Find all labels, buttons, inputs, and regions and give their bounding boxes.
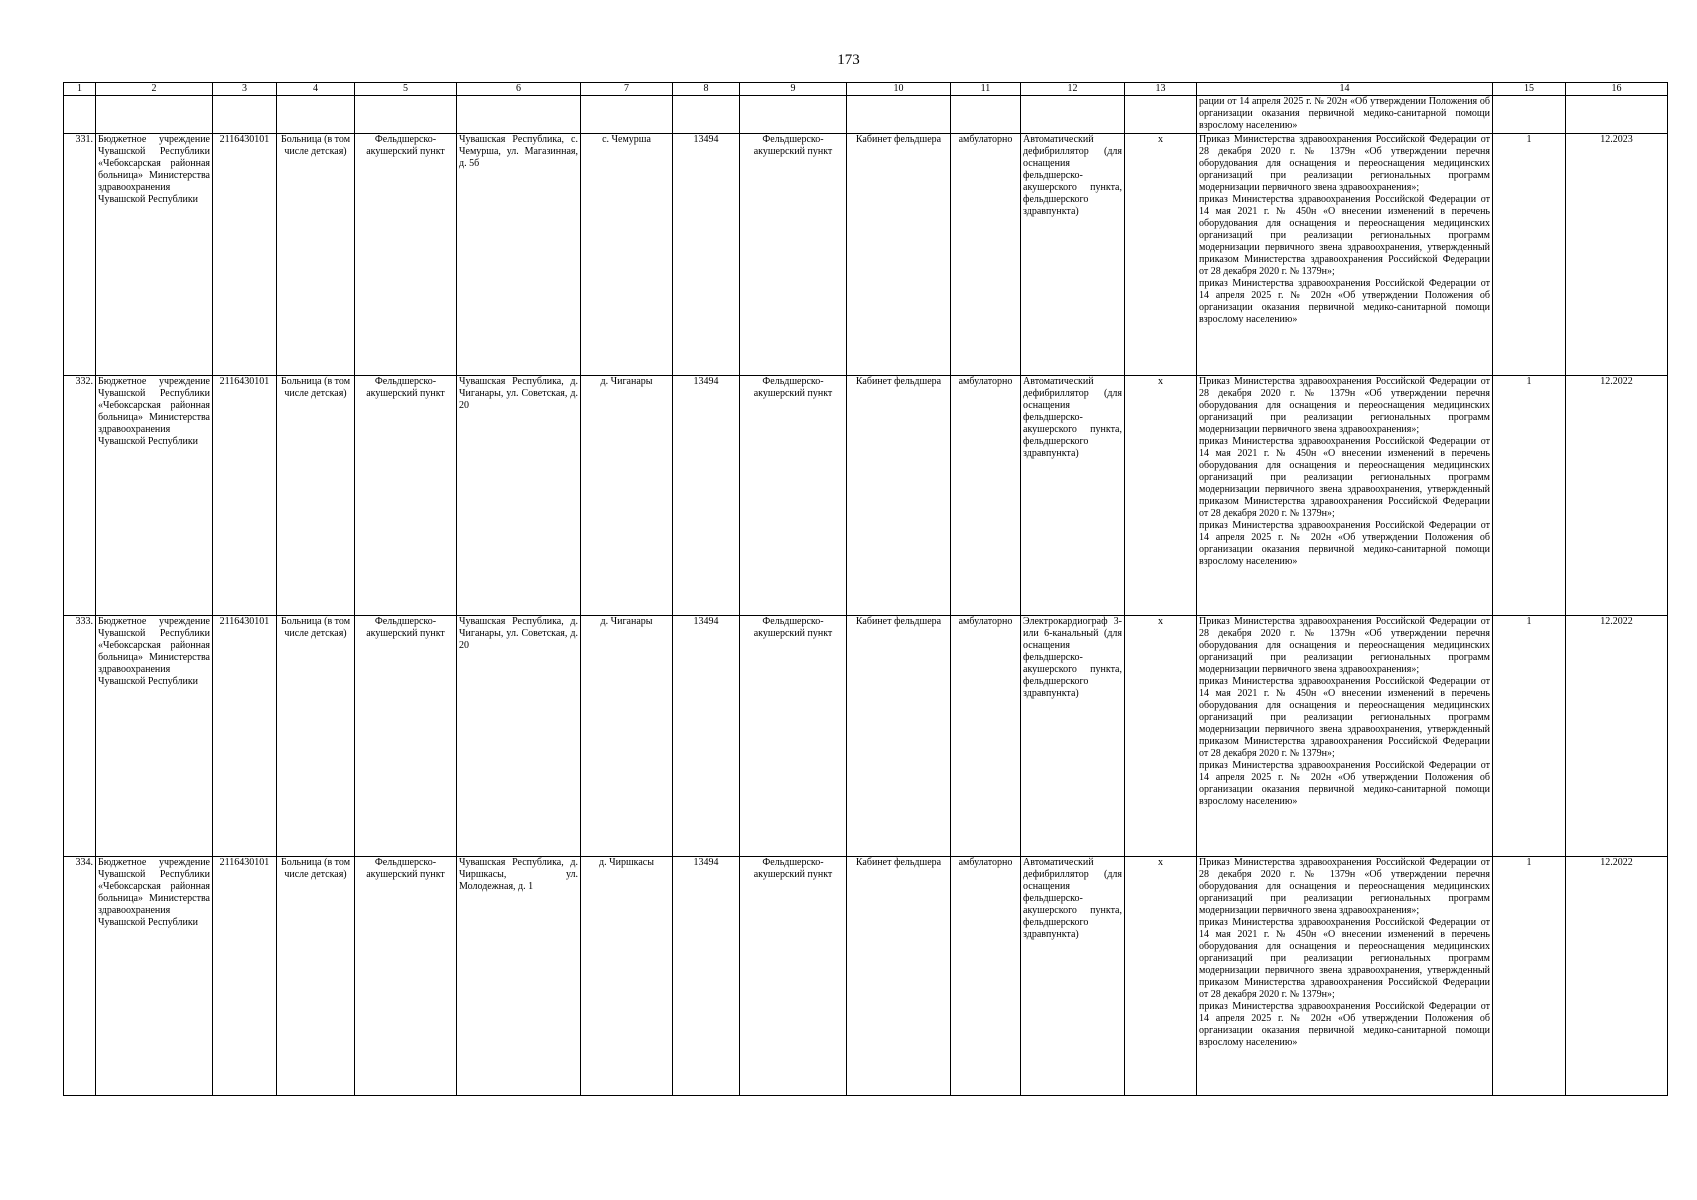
col-13-mark: х <box>1125 134 1197 376</box>
basis-paragraph: приказ Министерства здравоохранения Российской Федерации от 14 мая 2021 г. № 450н «О внесении изменений в перечень оборудования для оснащения и переоснащения медицинских организаций при реализации региональных программ модернизации первичного звена здравоохранения, утвержденный приказом Министерства здравоохранения Российской Федерации от 28 декабря 2020 г. № 1379н»; <box>1199 194 1490 277</box>
care-conditions: амбулаторно <box>951 616 1021 857</box>
column-number: 1 <box>64 83 96 96</box>
code-8: 13494 <box>673 857 740 1096</box>
code-8: 13494 <box>673 376 740 616</box>
column-number: 6 <box>457 83 581 96</box>
date: 12.2022 <box>1566 376 1668 616</box>
column-number: 8 <box>673 83 740 96</box>
locality: д. Чиршкасы <box>581 857 673 1096</box>
room-name: Кабинет фельдшера <box>847 857 951 1096</box>
column-number: 9 <box>740 83 847 96</box>
organization-code: 2116430101 <box>213 134 277 376</box>
equipment-name: Автоматический дефибриллятор (для оснащения фельдшерско-акушерского пункта, фельдшерского здравпункта) <box>1021 376 1125 616</box>
organization-name: Бюджетное учреждение Чувашской Республики «Чебоксарская районная больница» Министерства здравоохранения Чувашской Республики <box>96 134 213 376</box>
organization-name: Бюджетное учреждение Чувашской Республики «Чебоксарская районная больница» Министерства здравоохранения Чувашской Республики <box>96 616 213 857</box>
basis-paragraph: приказ Министерства здравоохранения Российской Федерации от 14 мая 2021 г. № 450н «О внесении изменений в перечень оборудования для оснащения и переоснащения медицинских организаций при реализации региональных программ модернизации первичного звена здравоохранения, утвержденный приказом Министерства здравоохранения Российской Федерации от 28 декабря 2020 г. № 1379н»; <box>1199 436 1490 519</box>
column-number: 4 <box>277 83 355 96</box>
room-name: Кабинет фельдшера <box>847 616 951 857</box>
care-conditions: амбулаторно <box>951 134 1021 376</box>
basis-paragraph: приказ Министерства здравоохранения Российской Федерации от 14 апреля 2025 г. № 202н «Об утверждении Положения об организации оказания первичной медико-санитарной помощи взрослому населению» <box>1199 278 1490 325</box>
structural-unit: Фельдшерско-акушерский пункт <box>355 616 457 857</box>
quantity: 1 <box>1493 376 1566 616</box>
table-row <box>64 376 1668 616</box>
equipment-name: Автоматический дефибриллятор (для оснащения фельдшерско-акушерского пункта, фельдшерского здравпункта) <box>1021 134 1125 376</box>
table-row <box>64 134 1668 376</box>
basis-paragraph: Приказ Министерства здравоохранения Российской Федерации от 28 декабря 2020 г. № 1379н «Об утверждении перечня оборудования для оснащения и переоснащения медицинских организаций при реализации региональных программ модернизации первичного звена здравоохранения»; <box>1199 376 1490 435</box>
column-number: 14 <box>1197 83 1493 96</box>
code-8: 13494 <box>673 134 740 376</box>
row-number: 332. <box>64 376 96 616</box>
address: Чувашская Республика, д. Чиганары, ул. Советская, д. 20 <box>457 616 581 857</box>
column-number-row <box>64 83 1668 96</box>
row-number: 334. <box>64 857 96 1096</box>
legal-basis <box>1197 376 1493 616</box>
date: 12.2022 <box>1566 616 1668 857</box>
date: 12.2022 <box>1566 857 1668 1096</box>
basis-paragraph: приказ Министерства здравоохранения Российской Федерации от 14 мая 2021 г. № 450н «О внесении изменений в перечень оборудования для оснащения и переоснащения медицинских организаций при реализации региональных программ модернизации первичного звена здравоохранения, утвержденный приказом Министерства здравоохранения Российской Федерации от 28 декабря 2020 г. № 1379н»; <box>1199 676 1490 759</box>
address: Чувашская Республика, д. Чиганары, ул. Советская, д. 20 <box>457 376 581 616</box>
organization-code: 2116430101 <box>213 376 277 616</box>
basis-paragraph: Приказ Министерства здравоохранения Российской Федерации от 28 декабря 2020 г. № 1379н «Об утверждении перечня оборудования для оснащения и переоснащения медицинских организаций при реализации региональных программ модернизации первичного звена здравоохранения»; <box>1199 134 1490 193</box>
column-number: 10 <box>847 83 951 96</box>
unit-type: Фельдшерско-акушерский пункт <box>740 376 847 616</box>
code-8: 13494 <box>673 616 740 857</box>
column-number: 16 <box>1566 83 1668 96</box>
continuation-basis: рации от 14 апреля 2025 г. № 202н «Об утверждении Положения об организации оказания первичной медико-санитарной помощи взрослому населению» <box>1197 96 1493 134</box>
equipment-name: Электрокардиограф 3- или 6-канальный (для оснащения фельдшерско-акушерского пункта, фельдшерского здравпункта) <box>1021 616 1125 857</box>
basis-paragraph: приказ Министерства здравоохранения Российской Федерации от 14 мая 2021 г. № 450н «О внесении изменений в перечень оборудования для оснащения и переоснащения медицинских организаций при реализации региональных программ модернизации первичного звена здравоохранения, утвержденный приказом Министерства здравоохранения Российской Федерации от 28 декабря 2020 г. № 1379н»; <box>1199 917 1490 1000</box>
column-number: 5 <box>355 83 457 96</box>
row-number: 331. <box>64 134 96 376</box>
care-conditions: амбулаторно <box>951 376 1021 616</box>
organization-name: Бюджетное учреждение Чувашской Республики «Чебоксарская районная больница» Министерства здравоохранения Чувашской Республики <box>96 857 213 1096</box>
care-conditions: амбулаторно <box>951 857 1021 1096</box>
col-13-mark: х <box>1125 376 1197 616</box>
equipment-name: Автоматический дефибриллятор (для оснащения фельдшерско-акушерского пункта, фельдшерского здравпункта) <box>1021 857 1125 1096</box>
locality: д. Чиганары <box>581 616 673 857</box>
organization-type: Больница (в том числе детская) <box>277 376 355 616</box>
locality: д. Чиганары <box>581 376 673 616</box>
address: Чувашская Республика, с. Чемурша, ул. Магазинная, д. 5б <box>457 134 581 376</box>
organization-type: Больница (в том числе детская) <box>277 134 355 376</box>
column-number: 3 <box>213 83 277 96</box>
quantity: 1 <box>1493 616 1566 857</box>
column-number: 13 <box>1125 83 1197 96</box>
structural-unit: Фельдшерско-акушерский пункт <box>355 857 457 1096</box>
unit-type: Фельдшерско-акушерский пункт <box>740 616 847 857</box>
organization-code: 2116430101 <box>213 616 277 857</box>
quantity: 1 <box>1493 857 1566 1096</box>
basis-paragraph: приказ Министерства здравоохранения Российской Федерации от 14 апреля 2025 г. № 202н «Об утверждении Положения об организации оказания первичной медико-санитарной помощи взрослому населению» <box>1199 520 1490 567</box>
equipment-registry-table <box>63 82 1668 1096</box>
legal-basis <box>1197 616 1493 857</box>
basis-paragraph: приказ Министерства здравоохранения Российской Федерации от 14 апреля 2025 г. № 202н «Об утверждении Положения об организации оказания первичной медико-санитарной помощи взрослому населению» <box>1199 1001 1490 1048</box>
organization-name: Бюджетное учреждение Чувашской Республики «Чебоксарская районная больница» Министерства здравоохранения Чувашской Республики <box>96 376 213 616</box>
structural-unit: Фельдшерско-акушерский пункт <box>355 134 457 376</box>
room-name: Кабинет фельдшера <box>847 134 951 376</box>
unit-type: Фельдшерско-акушерский пункт <box>740 857 847 1096</box>
organization-type: Больница (в том числе детская) <box>277 616 355 857</box>
address: Чувашская Республика, д. Чиршкасы, ул. Молодежная, д. 1 <box>457 857 581 1096</box>
table-row <box>64 857 1668 1096</box>
row-number: 333. <box>64 616 96 857</box>
legal-basis <box>1197 857 1493 1096</box>
table-row <box>64 616 1668 857</box>
quantity: 1 <box>1493 134 1566 376</box>
unit-type: Фельдшерско-акушерский пункт <box>740 134 847 376</box>
basis-paragraph: Приказ Министерства здравоохранения Российской Федерации от 28 декабря 2020 г. № 1379н «Об утверждении перечня оборудования для оснащения и переоснащения медицинских организаций при реализации региональных программ модернизации первичного звена здравоохранения»; <box>1199 616 1490 675</box>
room-name: Кабинет фельдшера <box>847 376 951 616</box>
structural-unit: Фельдшерско-акушерский пункт <box>355 376 457 616</box>
locality: с. Чемурша <box>581 134 673 376</box>
column-number: 11 <box>951 83 1021 96</box>
organization-code: 2116430101 <box>213 857 277 1096</box>
basis-paragraph: Приказ Министерства здравоохранения Российской Федерации от 28 декабря 2020 г. № 1379н «Об утверждении перечня оборудования для оснащения и переоснащения медицинских организаций при реализации региональных программ модернизации первичного звена здравоохранения»; <box>1199 857 1490 916</box>
continuation-row <box>64 96 1668 134</box>
column-number: 15 <box>1493 83 1566 96</box>
basis-paragraph: приказ Министерства здравоохранения Российской Федерации от 14 апреля 2025 г. № 202н «Об утверждении Положения об организации оказания первичной медико-санитарной помощи взрослому населению» <box>1199 760 1490 807</box>
column-number: 2 <box>96 83 213 96</box>
col-13-mark: х <box>1125 616 1197 857</box>
page-number: 173 <box>837 52 860 68</box>
date: 12.2023 <box>1566 134 1668 376</box>
legal-basis <box>1197 134 1493 376</box>
column-number: 12 <box>1021 83 1125 96</box>
organization-type: Больница (в том числе детская) <box>277 857 355 1096</box>
col-13-mark: х <box>1125 857 1197 1096</box>
column-number: 7 <box>581 83 673 96</box>
